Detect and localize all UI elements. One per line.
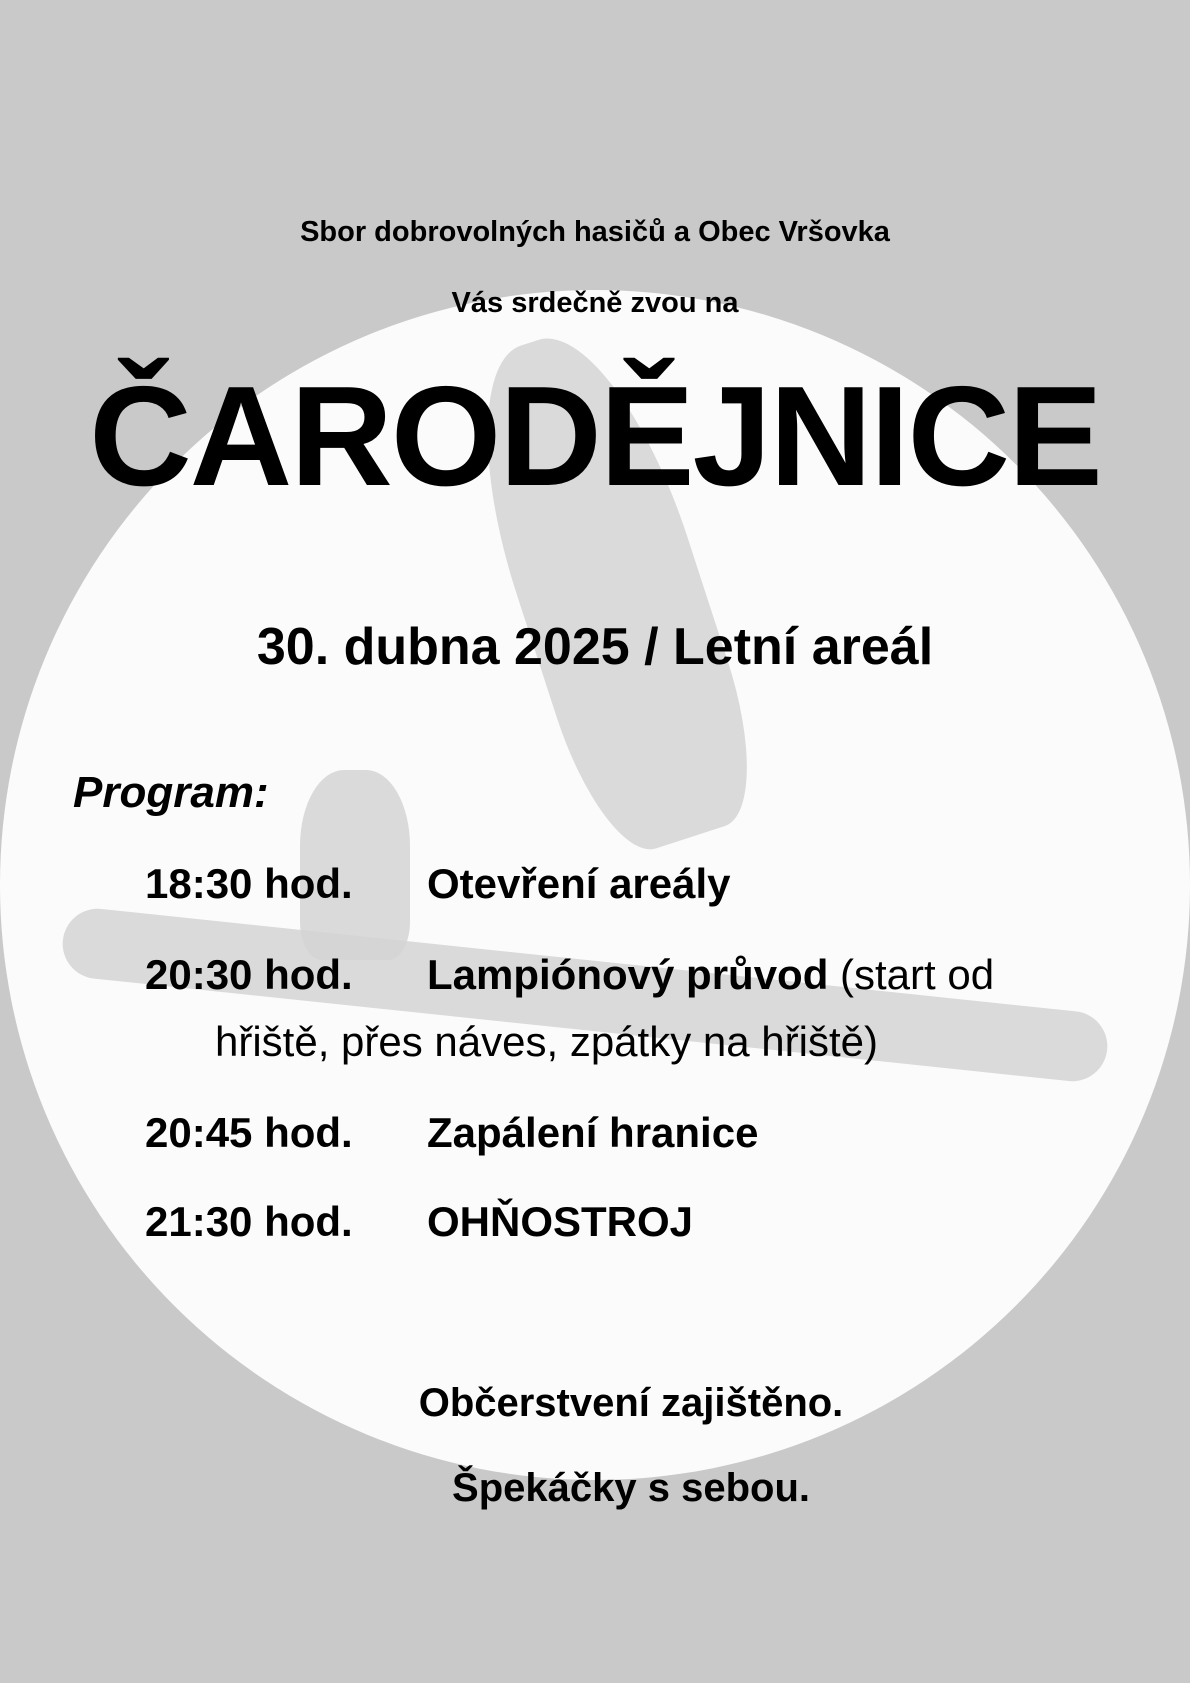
sausages-note: Špekáčky s sebou.: [452, 1466, 810, 1510]
program-time: 20:45 hod.: [145, 1109, 353, 1156]
program-label: Zapálení hranice: [427, 1109, 759, 1156]
event-title: ČARODĚJNICE: [89, 357, 1101, 516]
program-label: Otevření areály: [427, 860, 731, 907]
invite-text: Vás srdečně zvou na: [451, 287, 739, 319]
program-heading: Program:: [73, 768, 269, 817]
program-time: 20:30 hod.: [145, 951, 353, 998]
program-time: 18:30 hod.: [145, 860, 353, 907]
program-note: (start od: [840, 951, 995, 998]
refreshments-note: Občerstvení zajištěno.: [418, 1381, 844, 1425]
program-label: [427, 951, 994, 999]
organizer-text: Sbor dobrovolných hasičů a Obec Vršovka: [300, 216, 890, 248]
date-place: 30. dubna 2025 / Letní areál: [256, 618, 934, 676]
program-label-text: Lampiónový průvod: [427, 951, 829, 998]
program-note-continued: hřiště, přes náves, zpátky na hřiště): [215, 1018, 878, 1065]
program-time: 21:30 hod.: [145, 1198, 353, 1245]
program-label: OHŇOSTROJ: [427, 1198, 694, 1245]
